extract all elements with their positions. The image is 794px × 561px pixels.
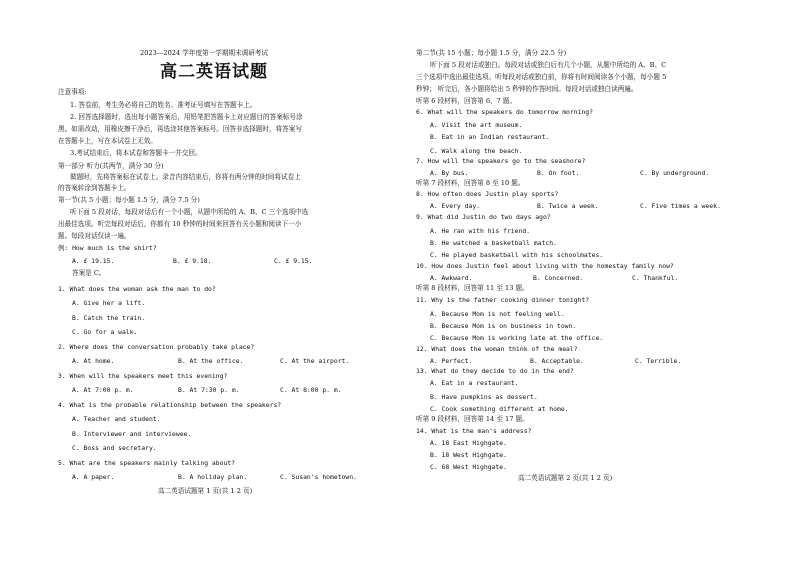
note-2-line-2: 黑。如需改动，用橡皮擦干净后，再选涂其他答案标号。回答非选择题时，将答案写 <box>58 125 302 133</box>
q12-option-c: C. Terrible. <box>635 357 682 365</box>
q8-option-c: C. Five times a week. <box>640 202 721 210</box>
section2-instruction-2: 三个选项中选出最佳选项。听每段对话或独白前，你将有时间阅读各个小题，每小题 5 <box>416 73 667 81</box>
example-option-a: A. £ 19.15. <box>72 257 115 265</box>
question-8: 8. How often does Justin play sports? <box>416 190 559 198</box>
q2-option-b: B. At the office. <box>178 357 244 365</box>
q2-option-a: A. At home. <box>72 357 115 365</box>
page-2-footer: 高二英语试题第 2 页(共 1 2 页) <box>518 474 613 482</box>
q4-option-b: B. Interviewer and interviewee. <box>72 430 192 438</box>
section2-heading: 第二节(共 15 小题；每小题 1.5 分，满分 22.5 分) <box>416 49 567 57</box>
q14-option-c: C. 68 West Highgate. <box>430 463 507 471</box>
q4-option-c: C. Boss and secretary. <box>72 444 157 452</box>
q5-option-a: A. A paper. <box>72 473 115 481</box>
q11-option-c: C. Because Mom is working late at the office. <box>430 334 604 342</box>
q3-option-c: C. At 8:00 p. m. <box>280 386 342 394</box>
q3-option-a: A. At 7:00 p. m. <box>72 386 134 394</box>
q8-option-b: B. Twice a week. <box>537 202 599 210</box>
question-6: 6. What will the speakers do tomorrow morning? <box>416 108 593 116</box>
q6-option-b: B. Eat in an Indian restaurant. <box>430 133 550 141</box>
part1-heading: 第一部分 听力(共两节，满分 30 分) <box>58 162 164 170</box>
section1-instruction-3: 题。每段对话仅读一遍。 <box>58 232 131 240</box>
example-option-b: B. £ 9.18. <box>173 257 212 265</box>
example-question: 例: How much is the shirt? <box>58 244 157 252</box>
q12-option-a: A. Perfect. <box>430 357 473 365</box>
q4-option-a: A. Teacher and student. <box>72 415 161 423</box>
question-13: 13. What do they decide to do in the end? <box>416 367 574 375</box>
q12-option-b: B. Acceptable. <box>530 357 584 365</box>
q14-option-a: A. 18 East Highgate. <box>430 439 507 447</box>
q11-option-b: B. Because Mom is on business in town. <box>430 322 577 330</box>
section2-instruction-1: 听下面 5 段对话或独白。每段对话或独白后有几个小题，从题中所给的 A、B、C <box>430 61 667 69</box>
exam-header: 2023—2024 学年度第一学期期末调研考试 <box>140 49 268 57</box>
part1-instruction-1: 做题时，先将答案标在试卷上。录音内容结束后，你将有两分钟的时间将试卷上 <box>70 173 301 181</box>
material-7-label: 听第 7 段材料，回答第 8 至 10 题。 <box>416 179 525 187</box>
q5-option-c: C. Susan's hometown. <box>280 473 357 481</box>
question-9: 9. What did Justin do two days ago? <box>416 213 551 221</box>
q13-option-b: B. Have pumpkins as dessert. <box>430 393 538 401</box>
note-1: 1. 答卷前，考生务必将自己的姓名、准考证号填写在答题卡上。 <box>70 101 257 109</box>
note-2-line-1: 2. 回答选择题时，选出每小题答案后，用铅笔把答题卡上对应题目的答案标号涂 <box>70 113 303 121</box>
q6-option-a: A. Visit the art museum. <box>430 121 523 129</box>
material-6-label: 听第 6 段材料，回答第 6、7 题。 <box>416 97 517 105</box>
q1-option-c: C. Go for a walk. <box>72 328 138 336</box>
q2-option-c: C. At the airport. <box>280 357 350 365</box>
section2-instruction-3: 秒钟； 听完后，各小题将给出 5 秒钟的作答时间。每段对话或独白读两遍。 <box>416 85 638 93</box>
question-1: 1. What does the woman ask the man to do? <box>58 285 216 293</box>
q3-option-b: B. At 7:30 p. m. <box>178 386 240 394</box>
section1-heading: 第一节(共 5 小题；每小题 1.5 分，满分 7.5 分) <box>58 196 200 204</box>
q9-option-a: A. He ran with his friend. <box>430 227 531 235</box>
section1-instruction-2: 出最佳选项。听完每段对话后，你都有 10 秒钟的时间来回答有关小题和阅读下一小 <box>58 220 302 228</box>
question-5: 5. What are the speakers mainly talking about? <box>58 459 235 467</box>
example-answer: 答案是 C。 <box>72 269 106 277</box>
q7-option-a: A. By bus. <box>430 169 469 177</box>
q9-option-b: B. He watched a basketball match. <box>430 239 557 247</box>
q5-option-b: B. A holiday plan. <box>178 473 248 481</box>
note-3: 3.考试结束后，将本试卷和答题卡一并交回。 <box>70 149 202 157</box>
q10-option-a: A. Awkward. <box>430 274 473 282</box>
q8-option-a: A. Every day. <box>430 202 481 210</box>
q6-option-c: C. Walk along the beach. <box>430 147 523 155</box>
question-7: 7. How will the speakers go to the seashore? <box>416 157 586 165</box>
q11-option-a: A. Because Mom is not feeling well. <box>430 310 565 318</box>
material-8-label: 听第 8 段材料，回答第 11 至 13 题。 <box>416 284 529 292</box>
q1-option-a: A. Give her a lift. <box>72 299 146 307</box>
page-1-footer: 高二英语试题第 1 页(共 1 2 页) <box>158 487 253 495</box>
note-2-line-3: 在答题卡上，写在本试卷上无效。 <box>58 137 157 145</box>
part1-instruction-2: 的答案转涂到答题卡上。 <box>58 184 131 192</box>
question-14: 14. What is the man's address? <box>416 427 532 435</box>
question-12: 12. What does the woman think of the meal? <box>416 345 578 353</box>
section1-instruction-1: 听下面 5 段对话，每段对话后有一个小题，从题中所给的 A、B、C 三个选项中选 <box>70 208 309 216</box>
question-4: 4. What is the probable relationship between the speakers? <box>58 401 282 409</box>
q13-option-a: A. Eat in a restaurant. <box>430 379 519 387</box>
example-option-c: C. £ 9.15. <box>274 257 313 265</box>
q9-option-c: C. He played basketball with his schoolmates. <box>430 251 604 259</box>
q10-option-b: B. Concerned. <box>533 274 584 282</box>
question-10: 10. How does Justin feel about living with the homestay family now? <box>416 262 674 270</box>
q7-option-b: B. On foot. <box>537 169 580 177</box>
q10-option-c: C. Thankful. <box>632 274 679 282</box>
question-3: 3. When will the speakers meet this evening? <box>58 372 228 380</box>
q1-option-b: B. Catch the train. <box>72 314 146 322</box>
question-11: 11. Why is the father cooking dinner tonight? <box>416 296 590 304</box>
q14-option-b: B. 18 West Highgate. <box>430 451 507 459</box>
question-2: 2. Where does the conversation probably take place? <box>58 343 255 351</box>
material-9-label: 听第 9 段材料，回答第 14 至 17 题。 <box>416 415 529 423</box>
exam-title: 高二英语试题 <box>160 62 268 82</box>
q7-option-c: C. By underground. <box>640 169 710 177</box>
notes-heading: 注意事项: <box>58 88 87 96</box>
q13-option-c: C. Cook something different at home. <box>430 405 569 413</box>
